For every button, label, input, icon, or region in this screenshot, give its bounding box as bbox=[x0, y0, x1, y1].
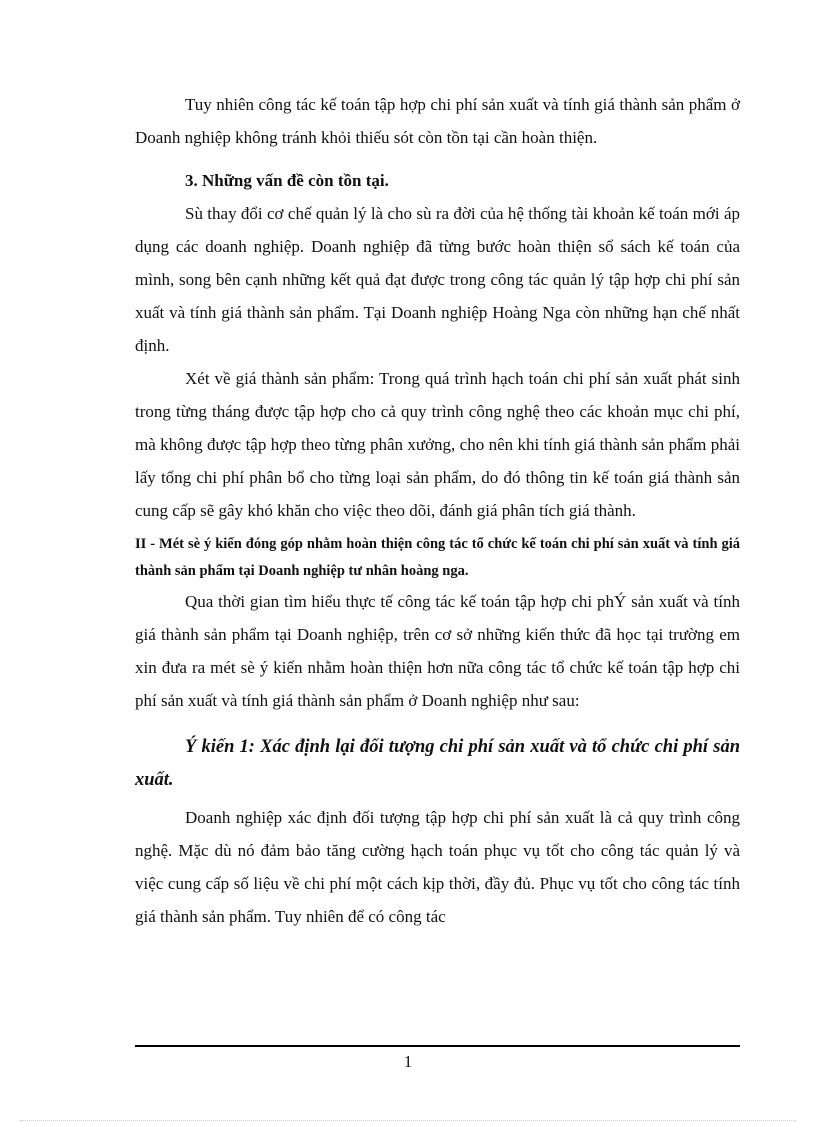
opinion-1-heading: Ý kiến 1: Xác định lại đối tượng chi phí sản xuất và tổ chức chi phí sản xuất. bbox=[135, 737, 740, 790]
paragraph-mechanism-change: Sù thay đổi cơ chế quản lý là cho sù ra đời của hệ thống tài khoản kế toán mới áp dụng các doanh nghiệp. Doanh nghiệp đã từng bước hoàn thiện sổ sách kế toán của mình, song bên cạnh những kết quả đạt được trong công tác quản lý tập hợp chi phí sản xuất và tính giá thành sản phẩm. Tại Doanh nghiệp Hoàng Nga còn những hạn chế nhất định. bbox=[135, 204, 740, 355]
footer-rule bbox=[135, 1045, 740, 1047]
paragraph-intro-opinions: Qua thời gian tìm hiểu thực tế công tác kế toán tập hợp chi phÝ sản xuất và tính giá thành sản phẩm tại Doanh nghiệp, trên cơ sở những kiến thức đã học tại trường em xin đưa ra mét sè ý kiến nhằm hoàn thiện hơn nữa công tác tổ chức kế toán tập hợp chi phí sản xuất và tính giá thành sản phẩm ở Doanh nghiệp như sau: bbox=[135, 592, 740, 710]
page-edge-divider bbox=[20, 1120, 796, 1121]
paragraph-opinion-1: Doanh nghiệp xác định đối tượng tập hợp chi phí sản xuất là cả quy trình công nghệ. Mặc dù nó đảm bảo tăng cường hạch toán phục vụ tốt cho công tác quản lý và việc cung cấp số liệu về chi phí một cách kịp thời, đầy đủ. Phục vụ tốt cho công tác tính giá thành sản phẩm. Tuy nhiên để có công tác bbox=[135, 808, 740, 926]
page-number: 1 bbox=[403, 1052, 413, 1071]
spacer bbox=[135, 154, 740, 164]
section-heading-II: II - Mét sè ý kiến đóng góp nhằm hoàn thiện công tác tổ chức kế toán chi phí sản xuất và tính giá thành sản phẩm tại Doanh nghiệp tư nhân hoàng nga. bbox=[135, 536, 740, 579]
paragraph-cost-price: Xét về giá thành sản phẩm: Trong quá trình hạch toán chi phí sản xuất phát sinh trong từng tháng được tập hợp cho cả quy trình công nghệ theo các khoản mục chi phí, mà không được tập hợp theo từng phân xưởng, cho nên khi tính giá thành sản phẩm phải lấy tổng chi phí phân bổ cho từng loại sản phẩm, do đó thông tin kế toán giá thành sản cung cấp sẽ gây khó khăn cho việc theo dõi, đánh giá phân tích giá thành. bbox=[135, 369, 740, 520]
section-heading-3: 3. Những vấn đề còn tồn tại. bbox=[185, 171, 389, 190]
paragraph-intro: Tuy nhiên công tác kế toán tập hợp chi phí sản xuất và tính giá thành sản phẩm ở Doanh nghiệp không tránh khỏi thiếu sót còn tồn tại cần hoàn thiện. bbox=[135, 95, 740, 147]
document-body bbox=[135, 88, 740, 933]
